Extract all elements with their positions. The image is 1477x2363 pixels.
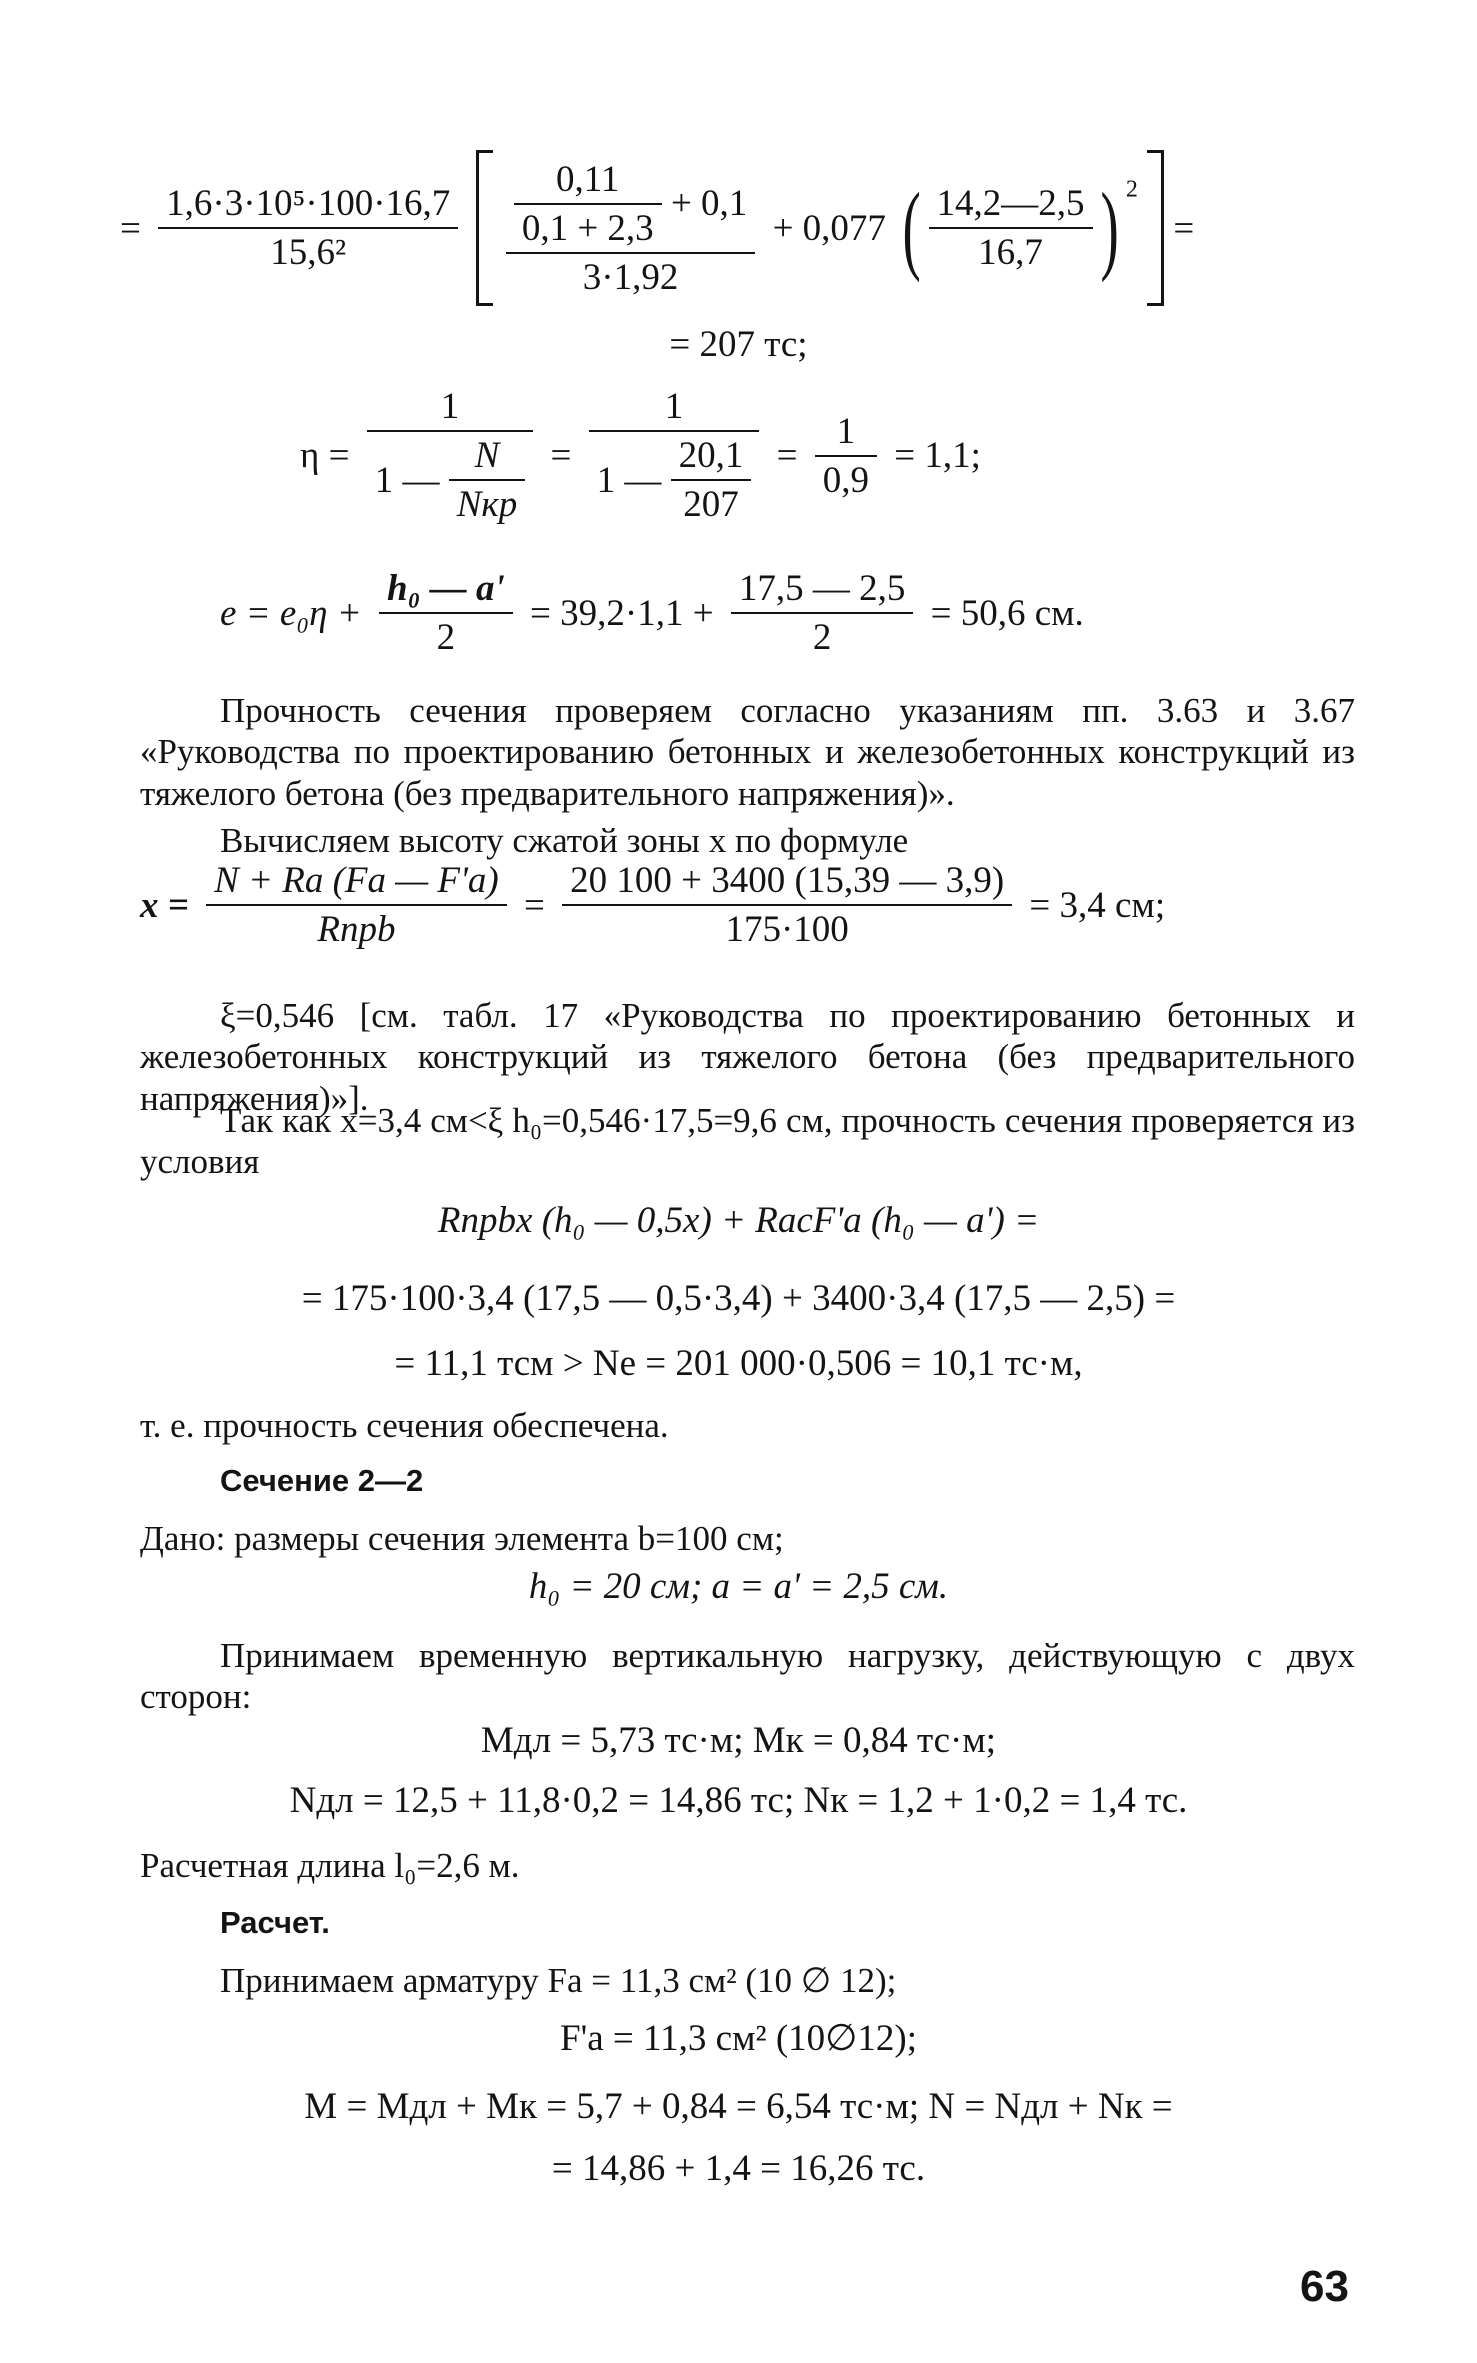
given-equation: h₀ = 20 см; a = a' = 2,5 см. [528, 1566, 949, 1607]
eta-f3-den: 0,9 [822, 459, 869, 501]
coef-numerator: 1,6·3·10⁵·100·16,7 [158, 185, 458, 229]
eta-fraction-2 [589, 388, 760, 523]
x-f2-den: 175·100 [725, 909, 849, 950]
moment-line-1: M = Mдл + Mк = 5,7 + 0,84 = 6,54 тс·м; N = Nдл + Nк = [304, 2086, 1173, 2127]
x-lhs: x = [140, 884, 189, 926]
paragraph-text: Так как x=3,4 см<ξ h₀=0,546·17,5=9,6 см, прочность сечения проверяется из условия [140, 1101, 1355, 1182]
formula-e [220, 570, 1460, 656]
condition-line-3: = 11,1 тсм > Ne = 201 000·0,506 = 10,1 тс·м, [394, 1343, 1083, 1384]
ncr-result: = 207 тс; [669, 324, 808, 365]
page-number: 63 [1300, 2262, 1349, 2311]
formula-ncr [120, 150, 1360, 306]
reinforcement-line-2: F'а = 11,3 см² (10∅12); [560, 2018, 917, 2059]
paragraph-text: Вычисляем высоту сжатой зоны x по формуле [220, 821, 909, 860]
load-line-2: Nдл = 12,5 + 11,8·0,2 = 14,86 тс; Nк = 1,2 + 1·0,2 = 1,4 тс. [289, 1780, 1188, 1821]
condition-line-1: Rпрbx (h₀ — 0,5x) + RасF'а (h₀ — a') = [437, 1200, 1040, 1241]
paragraph-since [140, 1100, 1355, 1183]
section-heading: Сечение 2—2 [220, 1463, 424, 1498]
plus-term: + 0,077 [772, 207, 886, 249]
eta-lhs: η = [300, 435, 350, 476]
eta-f1-den-num: N [449, 437, 526, 481]
e-f1-num: h₀ — a' [379, 570, 513, 614]
e-fraction-1 [379, 570, 513, 656]
calc-length-line: Расчетная длина l₀=2,6 м. [140, 1846, 520, 1885]
formula-tail: = [1173, 207, 1195, 249]
eta-f2-den [589, 432, 760, 523]
inner-numerator [506, 158, 756, 254]
inner-nested-fraction [514, 158, 662, 249]
x-result: = 3,4 см; [1029, 884, 1166, 926]
eta-f1-den-fraction [449, 437, 526, 523]
eta-f1-den [367, 432, 534, 523]
eta-fraction-3 [815, 410, 877, 501]
coef-denominator: 15,6² [270, 232, 347, 273]
right-paren: ) [1099, 172, 1119, 283]
eta-f3-num: 1 [815, 413, 877, 457]
x-f2-num: 20 100 + 3400 (15,39 — 3,9) [562, 862, 1012, 906]
eta-eq2: = [776, 435, 798, 476]
eta-f2-den-num: 20,1 [671, 437, 752, 481]
calc-heading: Расчет. [220, 1905, 330, 1940]
inner-plus: + 0,1 [670, 183, 748, 224]
inner-nested-num: 0,11 [514, 161, 662, 205]
condition-line-2: = 175·100·3,4 (17,5 — 0,5·3,4) + 3400·3,4 (17,5 — 2,5) = [301, 1278, 1176, 1319]
e-f2-den: 2 [812, 617, 832, 658]
formula-x [140, 862, 1380, 948]
inner-denominator: 3·1,92 [582, 256, 679, 298]
paragraph-text: ξ=0,546 [см. табл. 17 «Руководства по проектированию бетонных и железобетонных конструкций из тяжелого бетона (без предварительного напряжения)»]. [140, 996, 1355, 1118]
coef-fraction [158, 185, 458, 271]
paren-exponent: 2 [1125, 176, 1138, 203]
paragraph-compressed-zone [140, 820, 1355, 861]
eta-eq1: = [550, 435, 572, 476]
x-fraction-2 [562, 862, 1012, 948]
moment-line-2: = 14,86 + 1,4 = 16,26 тс. [551, 2148, 926, 2189]
formula-eta [300, 388, 1477, 523]
e-mid: = 39,2·1,1 + [530, 592, 714, 634]
inner-nested-den: 0,1 + 2,3 [521, 207, 654, 249]
paragraph-load [140, 1635, 1355, 1718]
right-bracket [1147, 150, 1164, 306]
x-eq: = [524, 884, 545, 926]
e-lhs: e = e₀η + [220, 592, 362, 634]
paren-denominator: 16,7 [978, 232, 1043, 273]
x-f1-num: N + Rа (Fа — F'а) [206, 862, 507, 906]
eta-f2-num: 1 [589, 388, 760, 432]
left-paren: ( [902, 172, 922, 283]
eta-f1-den-pre: 1 — [374, 459, 440, 501]
left-bracket [476, 150, 493, 306]
paragraph-strength-check [140, 690, 1355, 814]
x-f1-den: Rпрb [317, 909, 396, 950]
paragraph-text: Прочность сечения проверяем согласно указаниям пп. 3.63 и 3.67 «Руководства по проектированию бетонных и железобетонных конструкций из тяжелого бетона (без предварительного напряжения)». [140, 691, 1355, 813]
inner-fraction [506, 158, 756, 298]
paren-numerator: 14,2—2,5 [929, 185, 1093, 229]
e-f1-den: 2 [436, 617, 456, 658]
formula-lead: = [120, 207, 141, 249]
eta-fraction-1 [367, 388, 534, 523]
reinforcement-line-1: Принимаем арматуру Fа = 11,3 см² (10 ∅ 12); [220, 1961, 897, 2000]
eta-f1-den-den: Nкр [456, 484, 518, 525]
e-fraction-2 [731, 570, 914, 656]
paragraph-conclusion: т. е. прочность сечения обеспечена. [140, 1406, 669, 1445]
eta-f2-den-fraction [671, 437, 752, 523]
given-line: Дано: размеры сечения элемента b=100 см; [140, 1519, 784, 1558]
eta-f2-den-pre: 1 — [596, 459, 662, 501]
eta-f2-den-den: 207 [683, 484, 739, 525]
paragraph-text: Принимаем временную вертикальную нагрузку, действующую с двух сторон: [140, 1636, 1355, 1717]
e-f2-num: 17,5 — 2,5 [731, 570, 914, 614]
load-line-1: Mдл = 5,73 тс·м; Mк = 0,84 тс·м; [480, 1720, 997, 1761]
paren-fraction [929, 185, 1093, 271]
eta-f1-num: 1 [367, 388, 534, 432]
x-fraction-1 [206, 862, 507, 948]
e-result: = 50,6 см. [930, 592, 1084, 634]
eta-result: = 1,1; [894, 435, 981, 476]
